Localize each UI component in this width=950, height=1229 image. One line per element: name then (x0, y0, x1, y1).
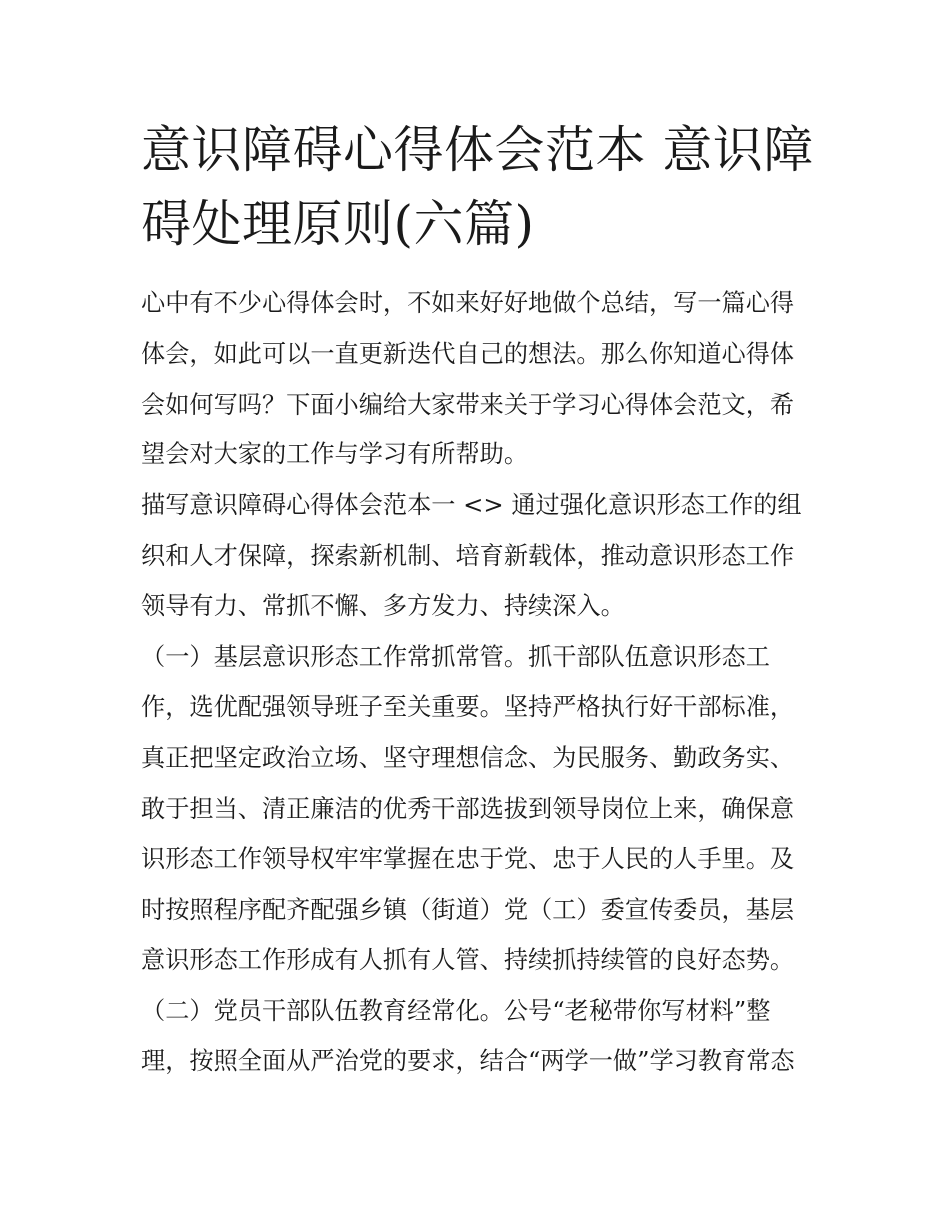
body-line: 作，选优配强领导班子至关重要。坚持严格执行好干部标准， (141, 693, 795, 721)
document-title: 意识障碍心得体会范本 意识障碍处理原则(六篇) (141, 121, 814, 253)
body-line: 时按照程序配齐配强乡镇（街道）党（工）委宣传委员，基层 (141, 896, 795, 924)
body-line: 心中有不少心得体会时，不如来好好地做个总结，写一篇心得 (141, 289, 795, 317)
body-line: （二）党员干部队伍教育经常化。公号“老秘带你写材料”整 (141, 997, 771, 1025)
body-line: 真正把坚定政治立场、坚守理想信念、为民服务、勤政务实、 (141, 744, 795, 772)
body-line: 织和人才保障，探索新机制、培育新载体，推动意识形态工作 (141, 542, 795, 570)
body-line: 敢于担当、清正廉洁的优秀干部选拔到领导岗位上来，确保意 (141, 795, 795, 823)
body-line: 会如何写吗？下面小编给大家带来关于学习心得体会范文，希 (141, 391, 795, 419)
body-line: 理，按照全面从严治党的要求，结合“两学一做”学习教育常态 (141, 1047, 795, 1075)
body-line: 意识形态工作形成有人抓有人管、持续抓持续管的良好态势。 (141, 946, 795, 974)
body-line: 望会对大家的工作与学习有所帮助。 (141, 440, 529, 468)
body-line: 描写意识障碍心得体会范本一 <> 通过强化意识形态工作的组 (141, 491, 802, 519)
body-line: （一）基层意识形态工作常抓常管。抓干部队伍意识形态工 (141, 643, 770, 671)
body-line: 体会，如此可以一直更新迭代自己的想法。那么你知道心得体 (141, 340, 795, 368)
body-line: 识形态工作领导权牢牢掌握在忠于党、忠于人民的人手里。及 (141, 845, 795, 873)
body-line: 领导有力、常抓不懈、多方发力、持续深入。 (141, 592, 625, 620)
